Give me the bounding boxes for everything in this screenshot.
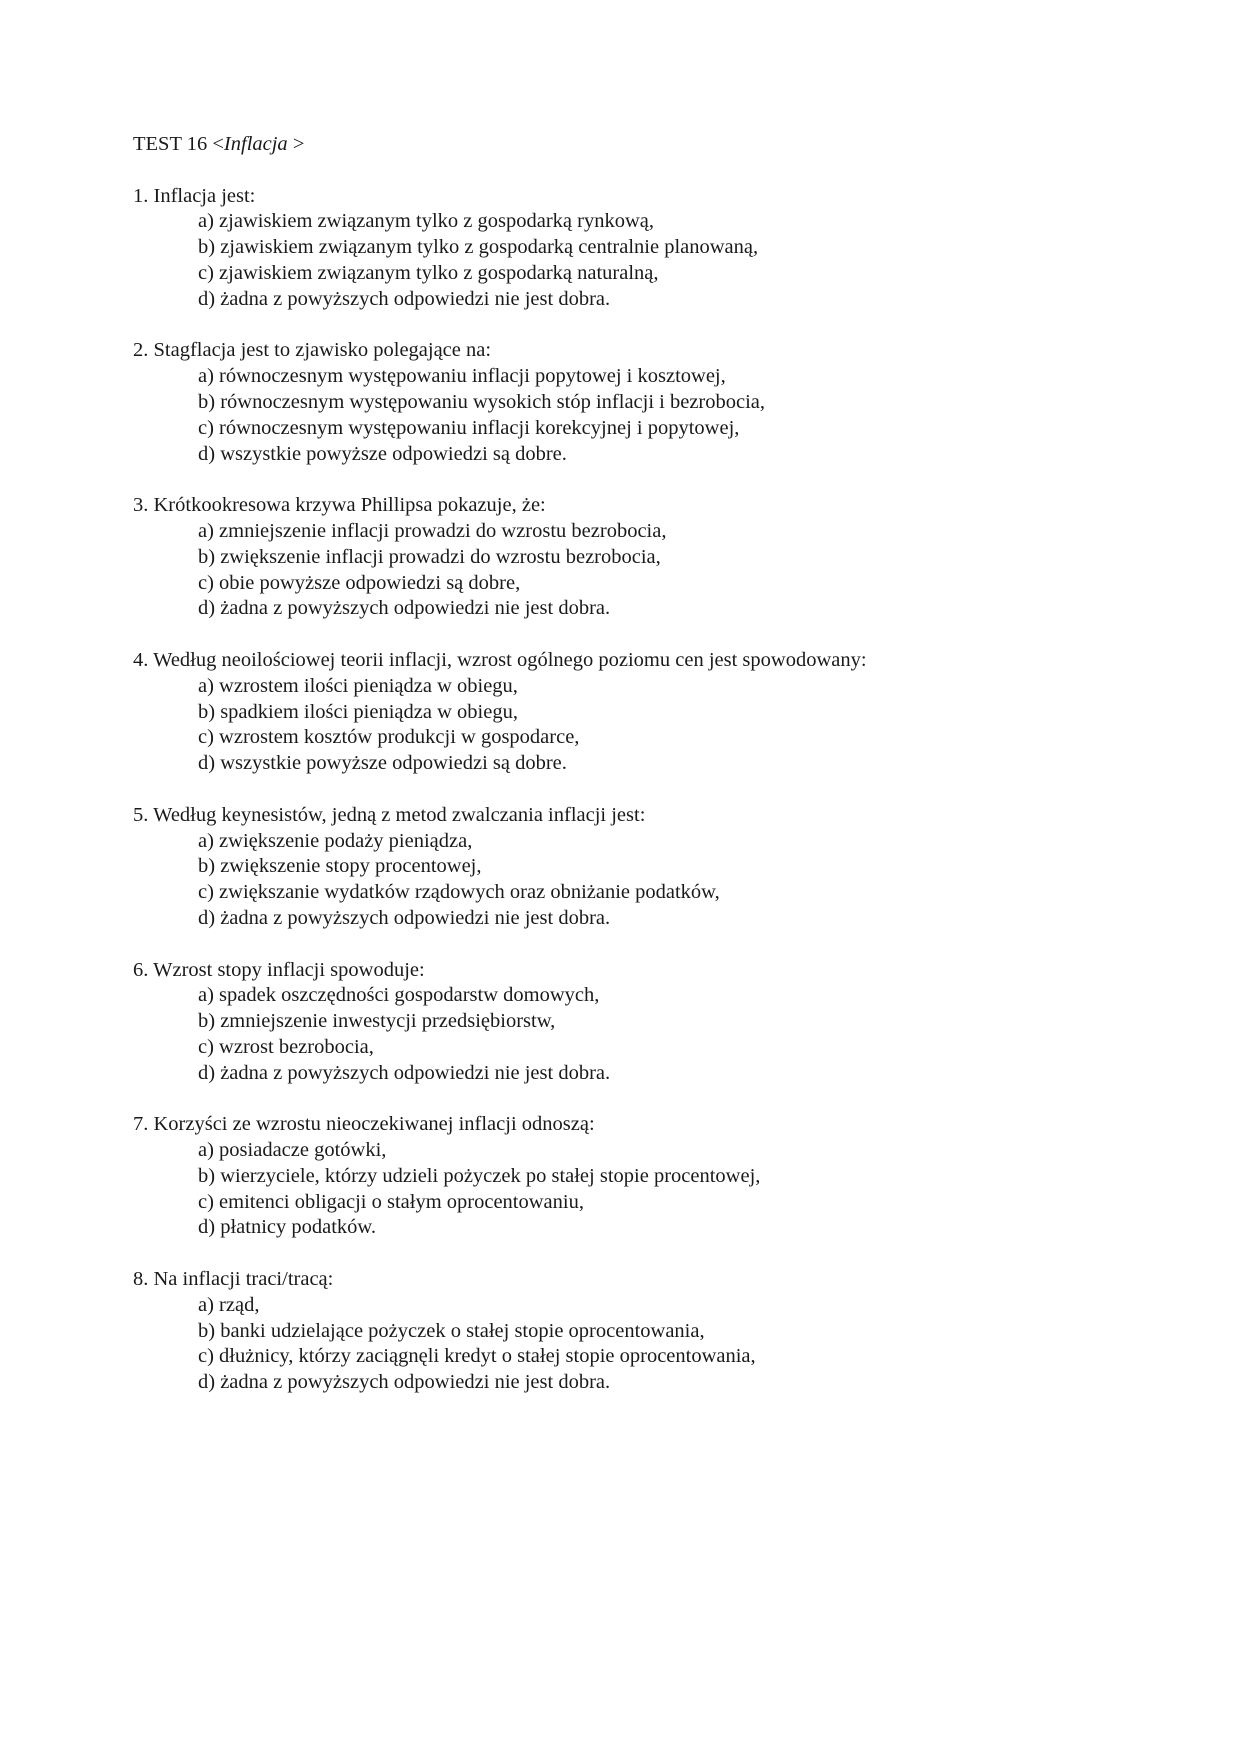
option-c: c) wzrostem kosztów produkcji w gospodarce, (198, 726, 580, 749)
option-b: b) wierzyciele, którzy udzieli pożyczek po stałej stopie procentowej, (198, 1164, 761, 1187)
question-8 (133, 1267, 1133, 1396)
question-text: 2. Stagflacja jest to zjawisko polegające na: (133, 339, 492, 362)
question-4 (133, 648, 1133, 777)
option-a: a) spadek oszczędności gospodarstw domowych, (198, 984, 600, 1007)
option-b: b) banki udzielające pożyczek o stałej stopie oprocentowania, (198, 1319, 705, 1342)
option-d: d) żadna z powyższych odpowiedzi nie jest dobra. (198, 906, 611, 929)
option-b: b) zmniejszenie inwestycji przedsiębiorstw, (198, 1010, 556, 1033)
question-text: 3. Krótkookresowa krzywa Phillipsa pokazuje, że: (133, 494, 546, 517)
question-text: 7. Korzyści ze wzrostu nieoczekiwanej inflacji odnoszą: (133, 1113, 595, 1136)
option-a: a) zwiększenie podaży pieniądza, (198, 829, 473, 852)
option-d: d) wszystkie powyższe odpowiedzi są dobre. (198, 752, 567, 775)
option-a: a) zmniejszenie inflacji prowadzi do wzrostu bezrobocia, (198, 519, 667, 542)
question-text: 5. Według keynesistów, jedną z metod zwalczania inflacji jest: (133, 803, 646, 826)
option-c: c) dłużnicy, którzy zaciągnęli kredyt o stałej stopie oprocentowania, (198, 1345, 756, 1368)
option-d: d) wszystkie powyższe odpowiedzi są dobre. (198, 442, 567, 465)
document-page (133, 132, 1133, 1422)
option-c: c) wzrost bezrobocia, (198, 1035, 374, 1058)
title-prefix: TEST 16 < (133, 133, 224, 155)
question-6 (133, 958, 1133, 1087)
option-d: d) żadna z powyższych odpowiedzi nie jest dobra. (198, 597, 611, 620)
option-b: b) zwiększenie inflacji prowadzi do wzrostu bezrobocia, (198, 545, 661, 568)
option-a: a) posiadacze gotówki, (198, 1139, 387, 1162)
title-suffix: > (287, 133, 305, 155)
question-1 (133, 184, 1133, 313)
question-text: 1. Inflacja jest: (133, 184, 256, 207)
option-d: d) żadna z powyższych odpowiedzi nie jest dobra. (198, 1061, 611, 1084)
option-d: d) żadna z powyższych odpowiedzi nie jest dobra. (198, 1371, 611, 1394)
option-a: a) rząd, (198, 1293, 260, 1316)
question-7 (133, 1112, 1133, 1241)
question-3 (133, 493, 1133, 622)
option-a: a) zjawiskiem związanym tylko z gospodarką rynkową, (198, 210, 654, 233)
option-d: d) płatnicy podatków. (198, 1216, 377, 1239)
test-title (133, 132, 1133, 158)
option-b: b) spadkiem ilości pieniądza w obiegu, (198, 700, 518, 723)
option-c: c) zwiększanie wydatków rządowych oraz obniżanie podatków, (198, 881, 720, 904)
option-c: c) zjawiskiem związanym tylko z gospodarką naturalną, (198, 261, 659, 284)
option-d: d) żadna z powyższych odpowiedzi nie jest dobra. (198, 287, 611, 310)
option-c: c) obie powyższe odpowiedzi są dobre, (198, 571, 521, 594)
title-topic: Inflacja (223, 133, 288, 155)
question-text: 8. Na inflacji traci/tracą: (133, 1268, 334, 1291)
option-a: a) wzrostem ilości pieniądza w obiegu, (198, 674, 518, 697)
question-text: 4. Według neoilościowej teorii inflacji, wzrost ogólnego poziomu cen jest spowodowany: (133, 648, 867, 671)
option-b: b) zjawiskiem związanym tylko z gospodarką centralnie planowaną, (198, 236, 759, 259)
option-b: b) zwiększenie stopy procentowej, (198, 855, 482, 878)
question-2 (133, 338, 1133, 467)
question-5 (133, 803, 1133, 932)
question-text: 6. Wzrost stopy inflacji spowoduje: (133, 958, 425, 981)
option-c: c) równoczesnym występowaniu inflacji korekcyjnej i popytowej, (198, 416, 740, 439)
option-c: c) emitenci obligacji o stałym oprocentowaniu, (198, 1190, 584, 1213)
option-b: b) równoczesnym występowaniu wysokich stóp inflacji i bezrobocia, (198, 390, 766, 413)
option-a: a) równoczesnym występowaniu inflacji popytowej i kosztowej, (198, 365, 726, 388)
